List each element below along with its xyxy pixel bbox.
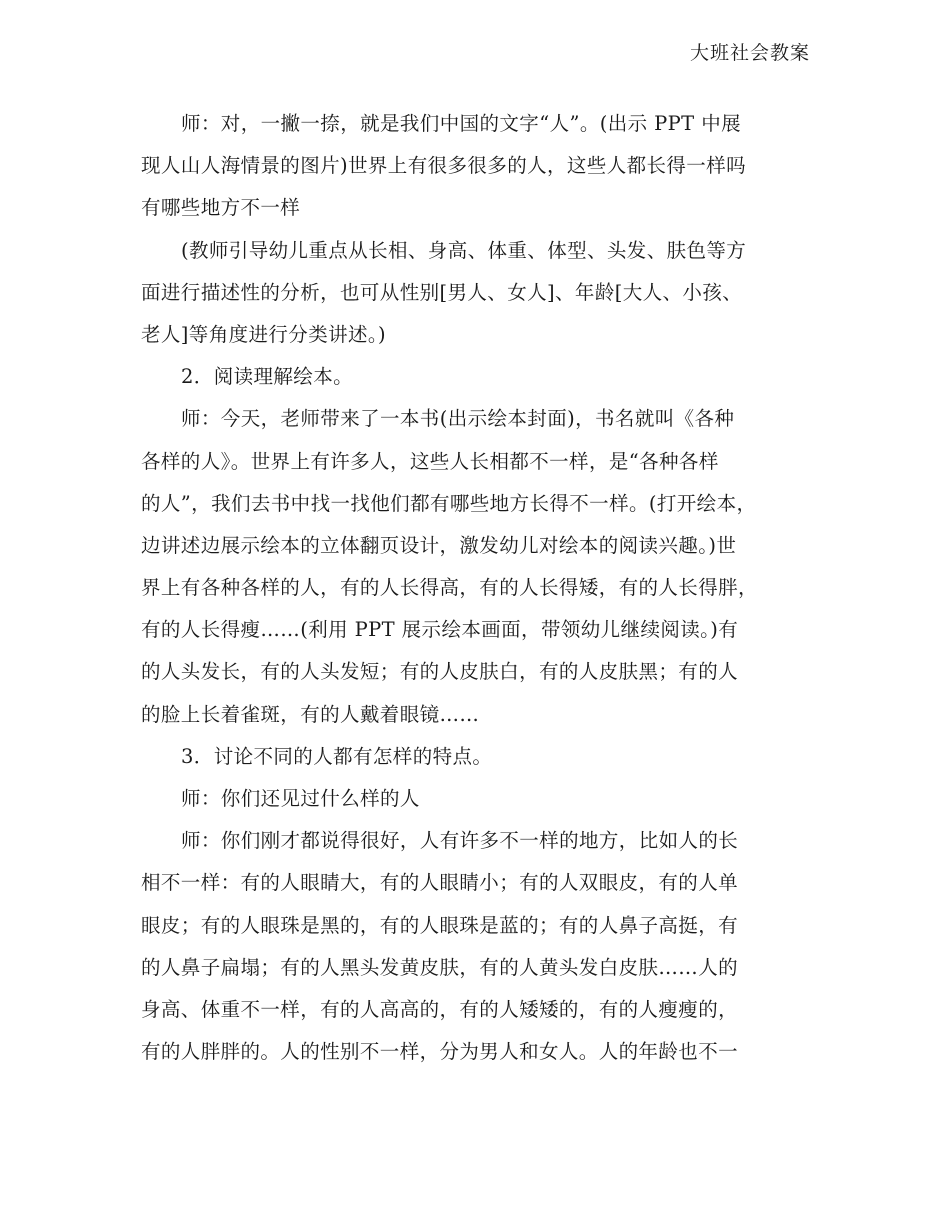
text-line: 各样的人》。世界上有许多人，这些人长相都不一样，是“各种各样 xyxy=(141,449,719,473)
text-line: 的人鼻子扁塌；有的人黑头发黄皮肤，有的人黄头发白皮肤……人的 xyxy=(141,955,739,979)
page-header-title: 大班社会教案 xyxy=(689,42,810,64)
text-line: 老人]等角度进行分类讲述。) xyxy=(141,322,387,346)
text-line: 有的人长得瘦……(利用 PPT 展示绘本画面，带领幼儿继续阅读。)有 xyxy=(141,618,739,642)
text-line: 的脸上长着雀斑，有的人戴着眼镜…… xyxy=(141,702,480,726)
text-line: 有的人胖胖的。人的性别不一样，分为男人和女人。人的年龄也不一 xyxy=(141,1040,739,1064)
text-line: 师：你们还见过什么样的人 xyxy=(181,787,420,810)
text-line: 眼皮；有的人眼珠是黑的，有的人眼珠是蓝的；有的人鼻子高挺，有 xyxy=(141,913,739,937)
text-line: 2．阅读理解绘本。 xyxy=(181,365,354,389)
text-line: 有哪些地方不一样 xyxy=(141,196,301,220)
text-line: 师：对，一撇一捺，就是我们中国的文字“人”。(出示 PPT 中展 xyxy=(181,112,741,135)
text-line: 界上有各种各样的人，有的人长得高，有的人长得矮，有的人长得胖， xyxy=(141,576,758,600)
document-body xyxy=(141,103,821,1073)
text-line: 面进行描述性的分析，也可从性别[男人、女人]、年龄[大人、小孩、 xyxy=(141,280,743,304)
text-line: 现人山人海情景的图片)世界上有很多很多的人，这些人都长得一样吗 xyxy=(141,154,747,178)
text-line: 的人头发长，有的人头发短；有的人皮肤白，有的人皮肤黑；有的人 xyxy=(141,660,739,684)
text-line: 的人”，我们去书中找一找他们都有哪些地方长得不一样。(打开绘本， xyxy=(141,491,757,515)
text-line: 身高、体重不一样，有的人高高的，有的人矮矮的，有的人瘦瘦的， xyxy=(141,997,739,1021)
text-line: 边讲述边展示绘本的立体翻页设计，激发幼儿对绘本的阅读兴趣。)世 xyxy=(141,533,737,557)
text-line: 师：你们刚才都说得很好，人有许多不一样的地方，比如人的长 xyxy=(181,829,739,853)
text-line: 3．讨论不同的人都有怎样的特点。 xyxy=(181,744,493,768)
text-line: (教师引导幼儿重点从长相、身高、体重、体型、头发、肤色等方 xyxy=(181,238,747,262)
text-line: 相不一样：有的人眼睛大，有的人眼睛小；有的人双眼皮，有的人单 xyxy=(141,871,739,895)
text-line: 师：今天，老师带来了一本书(出示绘本封面)，书名就叫《各种 xyxy=(181,407,735,431)
